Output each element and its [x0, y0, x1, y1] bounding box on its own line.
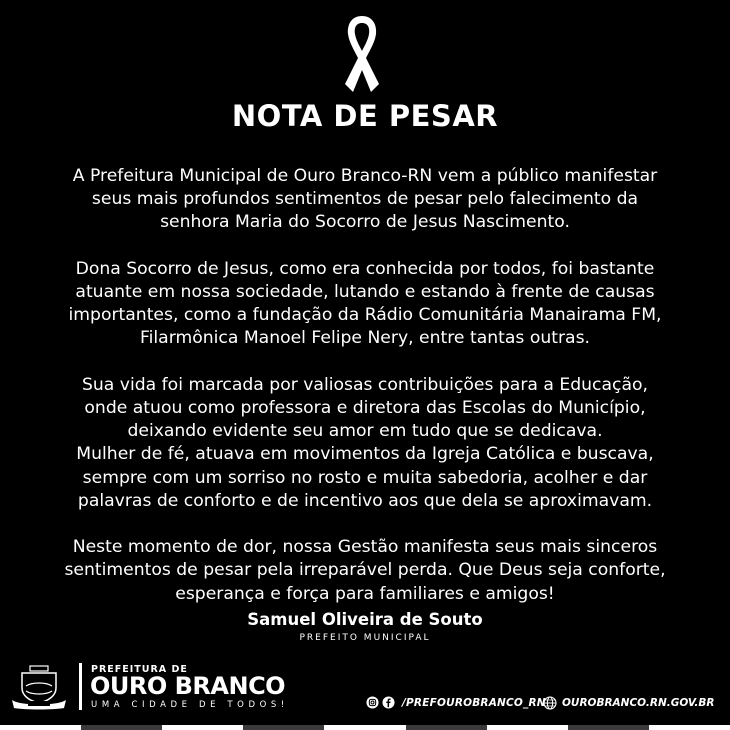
text-line: sentimentos de pesar pela irreparável perda. Que Deus seja conforte,	[64, 560, 666, 581]
text-line: deixando evidente seu amor em tudo que se dedicava.	[127, 421, 603, 442]
condolence-message	[10, 165, 720, 629]
website-url: OUROBRANCO.RN.GOV.BR	[562, 697, 715, 709]
paragraph-3	[10, 374, 720, 513]
text-line: A Prefeitura Municipal de Ouro Branco-RN vem a público manifestar	[72, 166, 658, 186]
text-line: senhora Maria do Socorro de Jesus Nascimento.	[160, 212, 570, 233]
logo-pre-title: PREFEITURA DE	[91, 664, 188, 675]
text-line: Mulher de fé, atuava em movimentos da Igreja Católica e buscava,	[76, 444, 654, 465]
text-line: Sua vida foi marcada por valiosas contribuições para a Educação,	[81, 374, 649, 395]
instagram-icon[interactable]	[366, 696, 379, 709]
text-line: Filarmônica Manoel Felipe Nery, entre tantas outras.	[139, 328, 590, 349]
website-link[interactable]	[543, 696, 714, 710]
globe-icon	[543, 696, 557, 710]
social-handle-link[interactable]	[366, 696, 546, 709]
logo-slogan: UMA CIDADE DE TODOS!	[91, 700, 289, 710]
logo-divider	[79, 663, 82, 710]
social-handle-text: /PREFOUROBRANCO_RN	[402, 696, 546, 709]
facebook-icon[interactable]	[382, 696, 395, 709]
paragraph-2	[10, 258, 720, 351]
text-line: onde atuou como professora e diretora das Escolas do Município,	[84, 398, 646, 418]
mourning-ribbon-icon	[339, 12, 385, 96]
text-line: esperança e força para familiares e amigos!	[175, 583, 555, 604]
text-line: Neste momento de dor, nossa Gestão manifesta seus mais sinceros	[72, 537, 658, 558]
text-line: sempre com um sorriso no rosto e muita sabedoria, acolher e dar	[82, 467, 648, 488]
text-line: palavras de conforto e de incentivo aos que dela se aproximavam.	[77, 490, 653, 511]
signer-role: PREFEITO MUNICIPAL	[299, 633, 431, 643]
city-crest-icon	[8, 664, 70, 710]
page-title: NOTA DE PESAR	[231, 99, 499, 133]
signer-name: Samuel Oliveira de Souto	[247, 610, 483, 629]
text-line: seus mais profundos sentimentos de pesar pelo falecimento da	[91, 189, 639, 210]
text-line: importantes, como a fundação da Rádio Comunitária Manairama FM,	[68, 305, 662, 326]
bottom-stripe	[0, 725, 730, 730]
paragraph-1	[10, 165, 720, 235]
text-line: Dona Socorro de Jesus, como era conhecida por todos, foi bastante	[75, 258, 655, 279]
logo-city-name: OURO BRANCO	[90, 672, 286, 700]
paragraph-4	[10, 536, 720, 606]
text-line: atuante em nossa sociedade, lutando e estando à frente de causas	[75, 282, 655, 302]
